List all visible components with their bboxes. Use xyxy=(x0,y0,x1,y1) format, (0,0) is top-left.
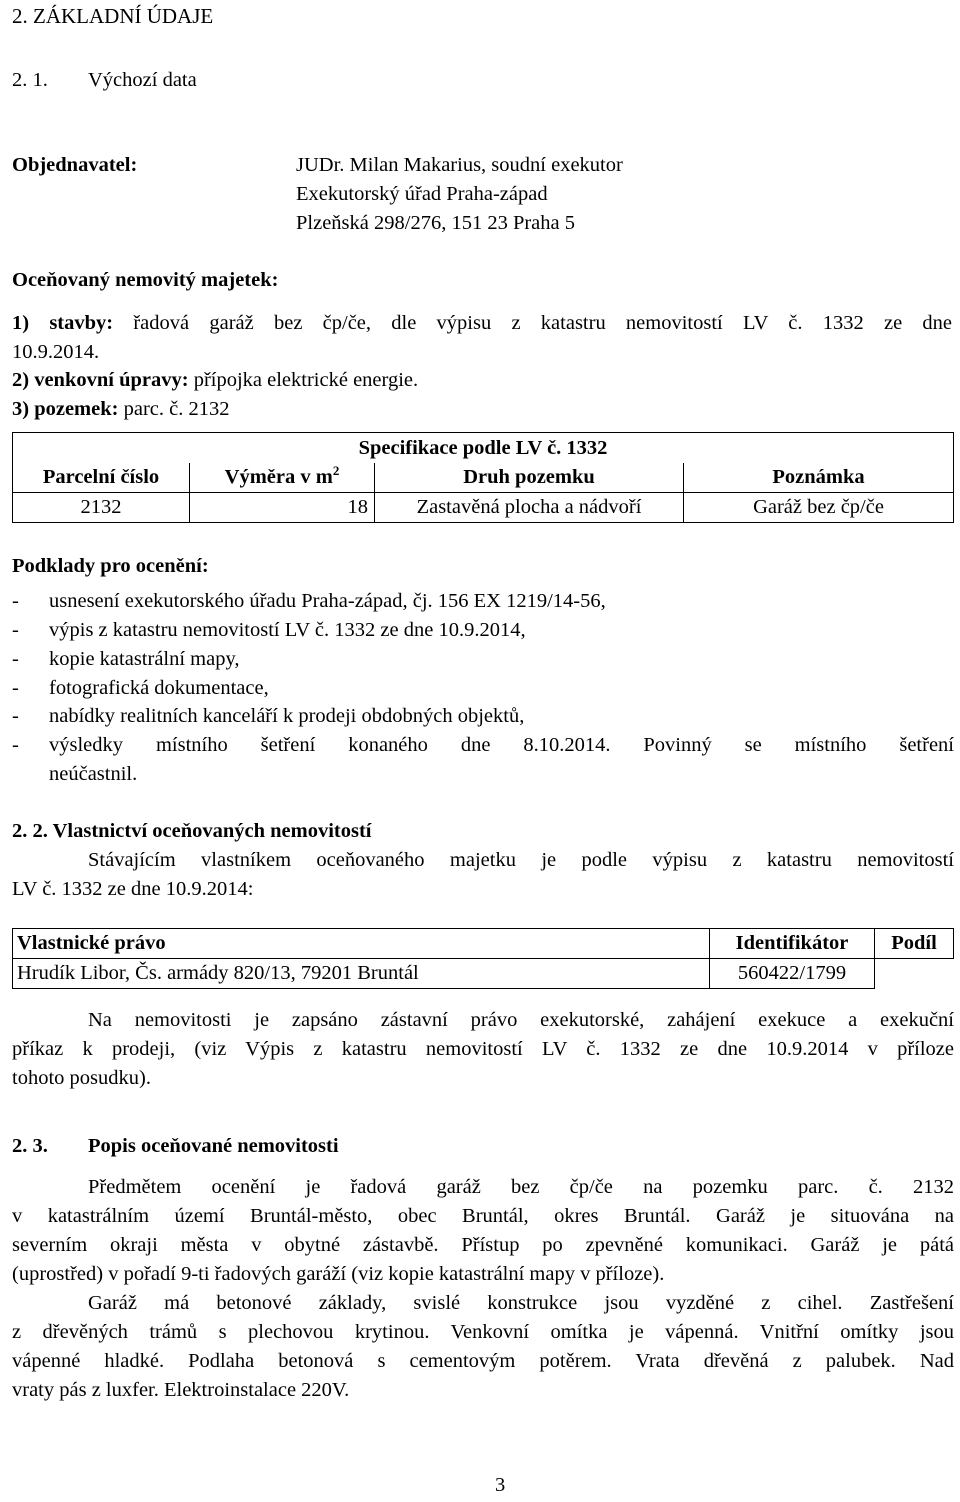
ownership-cell-share xyxy=(875,959,954,989)
property-item-1-cont: 10.9.2014. xyxy=(12,341,100,363)
description-line: z dřevěných trámů s plechovou krytinou. Venkovní omítka je vápenná. Vnitřní omítky jsou xyxy=(12,1321,954,1343)
client-label: Objednavatel: xyxy=(12,154,138,176)
description-line: vraty pás z luxfer. Elektroinstalace 220V. xyxy=(12,1379,350,1401)
client-line: Plzeňská 298/276, 151 23 Praha 5 xyxy=(296,212,575,234)
property-item-label: 3) pozemek: xyxy=(12,398,119,420)
spec-table xyxy=(12,432,954,523)
documents-dash: - xyxy=(12,734,19,756)
property-item-2 xyxy=(12,370,418,391)
spec-header-parcel: Parcelní číslo xyxy=(13,463,190,493)
ownership-header-id: Identifikátor xyxy=(710,929,875,959)
property-item-text: parc. č. 2132 xyxy=(123,398,230,420)
spec-cell-parcel: 2132 xyxy=(13,493,190,523)
documents-dash: - xyxy=(12,619,19,641)
ownership-header-right: Vlastnické právo xyxy=(13,929,710,959)
subsection-number: 2. 3. xyxy=(12,1135,48,1157)
property-item-label: 1) stavby: xyxy=(12,312,114,334)
description-line: vápenné hladké. Podlaha betonová s cementovým potěrem. Vrata dřevěná z palubek. Nad xyxy=(12,1350,954,1372)
description-line: Garáž má betonové základy, svislé konstrukce jsou vyzděné z cihel. Zastřešení xyxy=(88,1292,954,1314)
documents-label: Podklady pro ocenění: xyxy=(12,555,209,577)
subsection-2-2-heading: 2. 2. Vlastnictví oceňovaných nemovitostí xyxy=(12,820,372,842)
description-line: Předmětem ocenění je řadová garáž bez čp/če na pozemku parc. č. 2132 xyxy=(88,1176,954,1198)
property-item-label: 2) venkovní úpravy: xyxy=(12,369,189,391)
documents-item: výpis z katastru nemovitostí LV č. 1332 ze dne 10.9.2014, xyxy=(49,619,526,641)
documents-item: výsledky místního šetření konaného dne 8.10.2014. Povinný se místního šetření xyxy=(49,734,954,756)
documents-item: fotografická dokumentace, xyxy=(49,677,269,699)
property-item-1 xyxy=(12,313,952,334)
documents-dash: - xyxy=(12,590,19,612)
documents-dash: - xyxy=(12,677,19,699)
spec-header-area: Výměra v $m^2$ xyxy=(190,463,375,493)
page-number: 3 xyxy=(495,1474,506,1496)
documents-item: nabídky realitních kanceláří k prodeji obdobných objektů, xyxy=(49,705,525,727)
client-line: JUDr. Milan Makarius, soudní exekutor xyxy=(296,154,623,176)
ownership-header-share: Podíl xyxy=(875,929,954,959)
property-label: Oceňovaný nemovitý majetek: xyxy=(12,269,279,291)
description-line: v katastrálním území Bruntál-město, obec Bruntál, okres Bruntál. Garáž je situována na xyxy=(12,1205,954,1227)
spec-cell-note: Garáž bez čp/če xyxy=(684,493,954,523)
spec-cell-type: Zastavěná plocha a nádvoří xyxy=(375,493,684,523)
subsection-title: Popis oceňované nemovitosti xyxy=(88,1135,339,1157)
superscript: 2 xyxy=(332,463,340,479)
spec-cell-area: 18 xyxy=(190,493,375,523)
ownership-cell-id: 560422/1799 xyxy=(710,959,875,989)
ownership-table xyxy=(12,928,954,989)
property-item-3 xyxy=(12,399,229,420)
documents-item: usnesení exekutorského úřadu Praha-západ, čj. 156 EX 1219/14-56, xyxy=(49,590,606,612)
ownership-intro-cont: LV č. 1332 ze dne 10.9.2014: xyxy=(12,878,254,900)
property-item-text: řadová garáž bez čp/če, dle výpisu z katastru nemovitostí LV č. 1332 ze dne xyxy=(133,312,953,334)
ownership-cell-owner: Hrudík Libor, Čs. armády 820/13, 79201 Bruntál xyxy=(13,959,710,989)
description-line: severním okraji města v obytné zástavbě. Přístup po zpevněné komunikaci. Garáž je pátá xyxy=(12,1234,954,1256)
ownership-note: Na nemovitosti je zapsáno zástavní právo exekutorské, zahájení exekuce a exekuční xyxy=(88,1009,954,1031)
section-heading: 2. ZÁKLADNÍ ÚDAJE xyxy=(12,4,214,28)
spec-header-type: Druh pozemku xyxy=(375,463,684,493)
ownership-intro: Stávajícím vlastníkem oceňovaného majetku je podle výpisu z katastru nemovitostí xyxy=(88,849,954,871)
ownership-note-cont: příkaz k prodeji, (viz Výpis z katastru nemovitostí LV č. 1332 ze dne 10.9.2014 v příloze xyxy=(12,1038,954,1060)
spec-header-note: Poznámka xyxy=(684,463,954,493)
client-line: Exekutorský úřad Praha-západ xyxy=(296,183,548,205)
spec-table-title: Specifikace podle LV č. 1332 xyxy=(13,433,954,463)
subsection-title: Výchozí data xyxy=(88,69,197,91)
description-line: (uprostřed) v pořadí 9-ti řadových garáží (viz kopie katastrální mapy v příloze). xyxy=(12,1263,665,1285)
documents-dash: - xyxy=(12,648,19,670)
documents-dash: - xyxy=(12,705,19,727)
documents-item-cont: neúčastnil. xyxy=(49,763,138,785)
subsection-number: 2. 1. xyxy=(12,69,48,91)
property-item-text: přípojka elektrické energie. xyxy=(193,369,419,391)
documents-item: kopie katastrální mapy, xyxy=(49,648,240,670)
ownership-note-end: tohoto posudku). xyxy=(12,1067,151,1089)
